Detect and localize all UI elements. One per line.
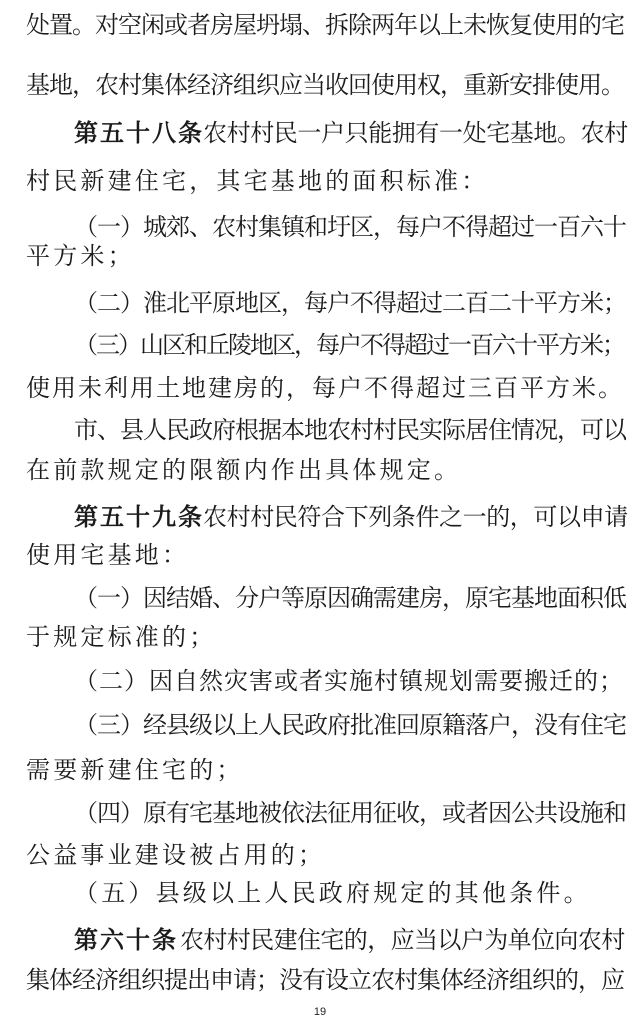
text-line: 集体经济组织提出申请；没有设立农村集体经济组织的，应 xyxy=(26,966,624,994)
text-line: 市、县人民政府根据本地农村村民实际居住情况，可以 xyxy=(74,416,626,444)
list-item: （三）经县级以上人民政府批准回原籍落户，没有住宅 xyxy=(74,711,626,739)
page-number: 19 xyxy=(313,1006,327,1018)
text-line: 农村村民建住宅的，应当以户为单位向农村 xyxy=(180,926,625,954)
text-line: 需要新建住宅的； xyxy=(26,756,244,784)
text-line: 农村村民符合下列条件之一的，可以申请 xyxy=(203,503,628,531)
text-line: 使用未利用土地建房的，每户不得超过三百平方米。 xyxy=(26,374,624,402)
list-item: （五）县级以上人民政府规定的其他条件。 xyxy=(74,879,591,907)
list-item: （一）城郊、农村集镇和圩区，每户不得超过一百六十 xyxy=(74,213,626,241)
text-line: 公益事业建设被占用的； xyxy=(26,841,326,869)
text-line: 农村村民一户只能拥有一处宅基地。农村 xyxy=(203,119,628,147)
text-line: 村民新建住宅，其宅基地的面积标准： xyxy=(26,167,489,195)
text-line: 于规定标准的； xyxy=(26,623,217,651)
text-line: 在前款规定的限额内作出具体规定。 xyxy=(26,456,462,484)
text-line: 平方米； xyxy=(26,242,135,270)
text-line: 处置。对空闲或者房屋坍塌、拆除两年以上未恢复使用的宅 xyxy=(26,11,624,39)
text-line: 使用宅基地： xyxy=(26,541,190,569)
list-item: （一）因结婚、分户等原因确需建房，原宅基地面积低 xyxy=(74,584,626,612)
list-item: （三）山区和丘陵地区，每户不得超过一百六十平方米； xyxy=(74,331,624,359)
article-number: 第五十九条 xyxy=(74,502,204,531)
text-line: 基地，农村集体经济组织应当收回使用权，重新安排使用。 xyxy=(26,71,624,99)
list-item: （二）淮北平原地区，每户不得超过二百二十平方米； xyxy=(74,289,626,317)
list-item: （四）原有宅基地被依法征用征收，或者因公共设施和 xyxy=(74,799,626,827)
article-number: 第五十八条 xyxy=(74,118,204,147)
article-number: 第六十条 xyxy=(74,925,178,954)
list-item: （二）因自然灾害或者实施村镇规划需要搬迁的； xyxy=(74,667,624,695)
